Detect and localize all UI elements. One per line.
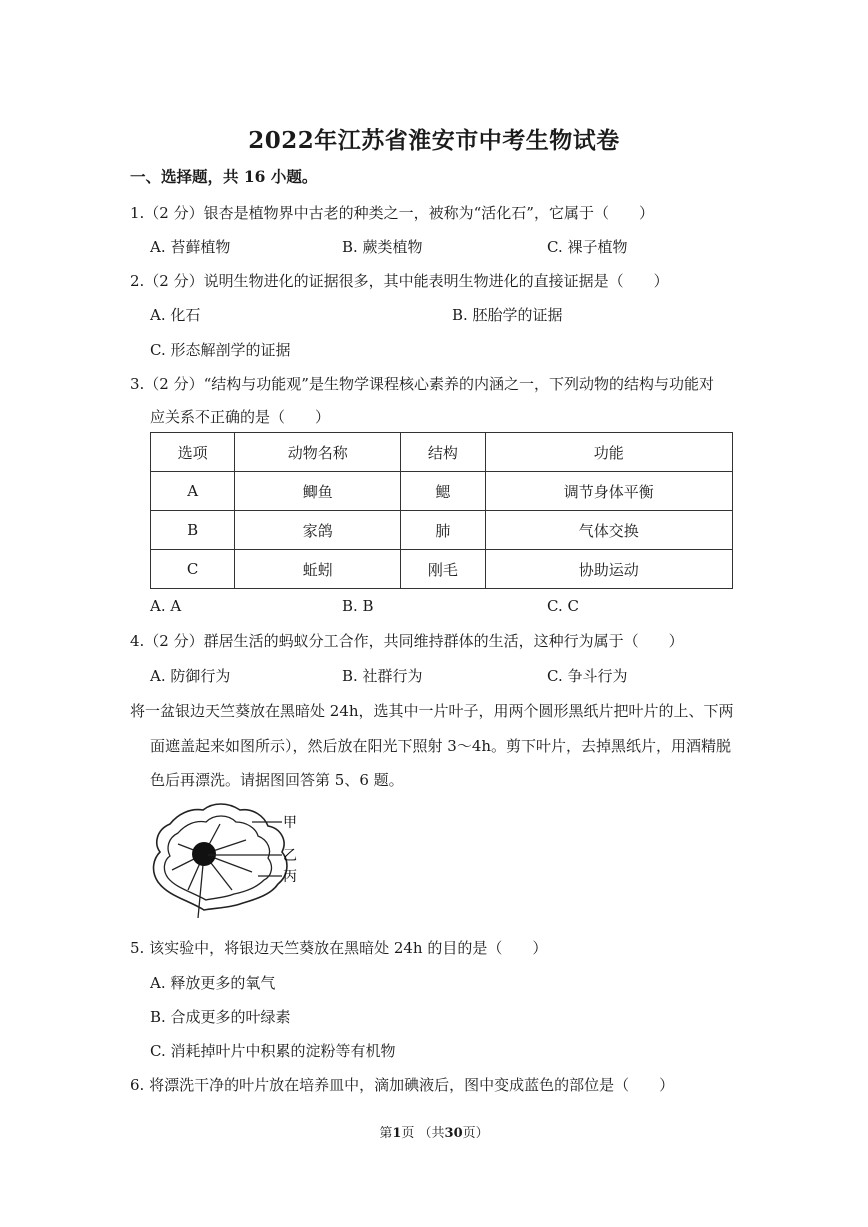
label-yi: 乙 bbox=[283, 848, 297, 864]
option-b: B. 胚胎学的证据 bbox=[452, 306, 563, 324]
option-b: B. 蕨类植物 bbox=[342, 238, 423, 256]
footer-mid: 页 （共 bbox=[401, 1126, 445, 1141]
option-c: C. 争斗行为 bbox=[547, 667, 628, 685]
option-c: C. 形态解剖学的证据 bbox=[150, 341, 291, 359]
table-cell: 家鸽 bbox=[235, 511, 401, 550]
passage-line-2: 面遮盖起来如图所示），然后放在阳光下照射 3～4h。剪下叶片，去掉黑纸片，用酒精脱 bbox=[150, 737, 732, 755]
option-a: A. 化石 bbox=[150, 306, 201, 324]
option-a: A. A bbox=[150, 597, 182, 615]
table-cell: C bbox=[151, 550, 235, 589]
table-row bbox=[151, 550, 733, 589]
question-5-stem: 5. 该实验中，将银边天竺葵放在黑暗处 24h 的目的是（ ） bbox=[130, 939, 548, 957]
table-cell: 肺 bbox=[401, 511, 485, 550]
option-b: B. 合成更多的叶绿素 bbox=[150, 1008, 291, 1026]
table-row bbox=[151, 511, 733, 550]
option-b: B. 社群行为 bbox=[342, 667, 423, 685]
page-title: 2022年江苏省淮安市中考生物试卷 bbox=[248, 127, 620, 154]
black-paper-disc bbox=[192, 842, 216, 866]
table-cell: 刚毛 bbox=[401, 550, 485, 589]
table-cell: 气体交换 bbox=[485, 511, 732, 550]
option-b: B. B bbox=[342, 597, 374, 615]
footer-page-number: 1 bbox=[392, 1126, 402, 1141]
passage-line-3: 色后再漂洗。请据图回答第 5、6 题。 bbox=[150, 771, 404, 789]
passage-line-1: 将一盆银边天竺葵放在黑暗处 24h，选其中一片叶子，用两个圆形黑纸片把叶片的上、下两 bbox=[130, 702, 734, 720]
page-footer bbox=[0, 1122, 868, 1141]
table-cell: 调节身体平衡 bbox=[485, 472, 732, 511]
option-c: C. 裸子植物 bbox=[547, 238, 628, 256]
table-cell: A bbox=[151, 472, 235, 511]
option-c: C. 消耗掉叶片中积累的淀粉等有机物 bbox=[150, 1042, 396, 1060]
section-heading: 一、选择题，共 16 小题。 bbox=[130, 167, 318, 186]
question-3-stem-line2: 应关系不正确的是（ ） bbox=[150, 408, 331, 426]
table-cell: B bbox=[151, 511, 235, 550]
table-header-cell: 功能 bbox=[485, 433, 732, 472]
table-cell: 鳃 bbox=[401, 472, 485, 511]
table-row bbox=[151, 472, 733, 511]
table-header-cell: 结构 bbox=[401, 433, 485, 472]
option-a: A. 释放更多的氧气 bbox=[150, 974, 276, 992]
question-3-table bbox=[150, 432, 733, 589]
question-4-stem: 4.（2 分）群居生活的蚂蚁分工合作，共同维持群体的生活，这种行为属于（ ） bbox=[130, 632, 684, 650]
question-3-stem-line1: 3.（2 分）“结构与功能观”是生物学课程核心素养的内涵之一，下列动物的结构与功能对 bbox=[130, 375, 714, 393]
leaf-diagram bbox=[148, 800, 308, 922]
table-cell: 协助运动 bbox=[485, 550, 732, 589]
label-bing: 丙 bbox=[283, 869, 297, 885]
table-header-row bbox=[151, 433, 733, 472]
leaf-outline bbox=[154, 804, 287, 910]
option-a: A. 防御行为 bbox=[150, 667, 231, 685]
question-2-stem: 2.（2 分）说明生物进化的证据很多，其中能表明生物进化的直接证据是（ ） bbox=[130, 272, 669, 290]
question-1-stem: 1.（2 分）银杏是植物界中古老的种类之一，被称为“活化石”，它属于（ ） bbox=[130, 204, 654, 222]
option-c: C. C bbox=[547, 597, 579, 615]
option-a: A. 苔藓植物 bbox=[150, 238, 231, 256]
table-header-cell: 动物名称 bbox=[235, 433, 401, 472]
label-jia: 甲 bbox=[283, 815, 297, 831]
footer-total-pages: 30 bbox=[444, 1126, 463, 1141]
table-header-cell: 选项 bbox=[151, 433, 235, 472]
table-cell: 鲫鱼 bbox=[235, 472, 401, 511]
question-6-stem: 6. 将漂洗干净的叶片放在培养皿中，滴加碘液后，图中变成蓝色的部位是（ ） bbox=[130, 1076, 675, 1094]
footer-prefix: 第 bbox=[379, 1126, 393, 1141]
footer-suffix: 页） bbox=[462, 1126, 489, 1141]
table-cell: 蚯蚓 bbox=[235, 550, 401, 589]
